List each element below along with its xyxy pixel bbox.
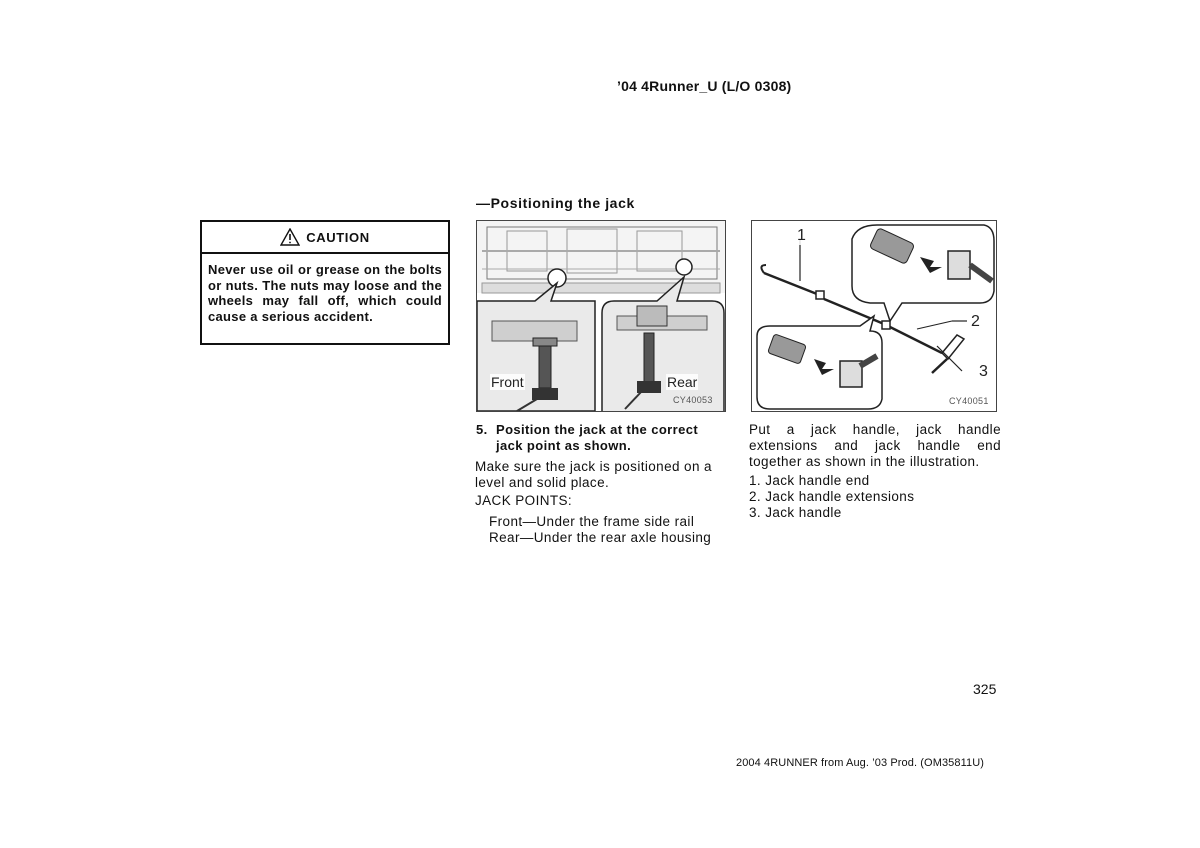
front-label: Front xyxy=(491,374,524,390)
step-5 xyxy=(476,422,728,454)
step-number: 5. xyxy=(476,422,488,437)
caution-box xyxy=(200,220,450,345)
assembly-paragraph: Put a jack handle, jack handle extensions and jack handle end together as shown in the illustration. xyxy=(749,422,1001,469)
jack-points-label: JACK POINTS: xyxy=(475,493,573,508)
list-item: 1. Jack handle end xyxy=(749,473,870,488)
list-item: 3. Jack handle xyxy=(749,505,842,520)
front-jack-point: Front—Under the frame side rail xyxy=(489,514,695,529)
warning-triangle-icon xyxy=(280,228,300,246)
page-number: 325 xyxy=(973,681,997,697)
jack-handle-illustration xyxy=(751,220,997,412)
figure2-code: CY40051 xyxy=(949,396,989,406)
section-title: —Positioning the jack xyxy=(476,195,635,211)
caution-text: Never use oil or grease on the bolts or nuts. The nuts may loose and the wheels may fall off, which could cause a serious accident. xyxy=(208,262,442,324)
header-title: ’04 4Runner_U (L/O 0308) xyxy=(617,78,792,94)
callout-2: 2 xyxy=(971,313,980,330)
rear-label: Rear xyxy=(667,374,698,390)
callout-3: 3 xyxy=(979,363,988,380)
level-place-paragraph: Make sure the jack is positioned on a level and solid place. xyxy=(475,459,712,490)
caution-header xyxy=(202,222,448,254)
list-item: 2. Jack handle extensions xyxy=(749,489,915,504)
rear-jack-point: Rear—Under the rear axle housing xyxy=(489,530,712,545)
step-line-2: jack point as shown. xyxy=(496,438,632,453)
callout-1: 1 xyxy=(797,227,806,244)
caution-label: CAUTION xyxy=(306,229,370,245)
figure1-code: CY40053 xyxy=(673,395,713,405)
footer-text: 2004 4RUNNER from Aug. ’03 Prod. (OM35811U) xyxy=(736,757,985,769)
step-line-1: Position the jack at the correct xyxy=(496,422,699,437)
jack-points-illustration xyxy=(476,220,726,412)
